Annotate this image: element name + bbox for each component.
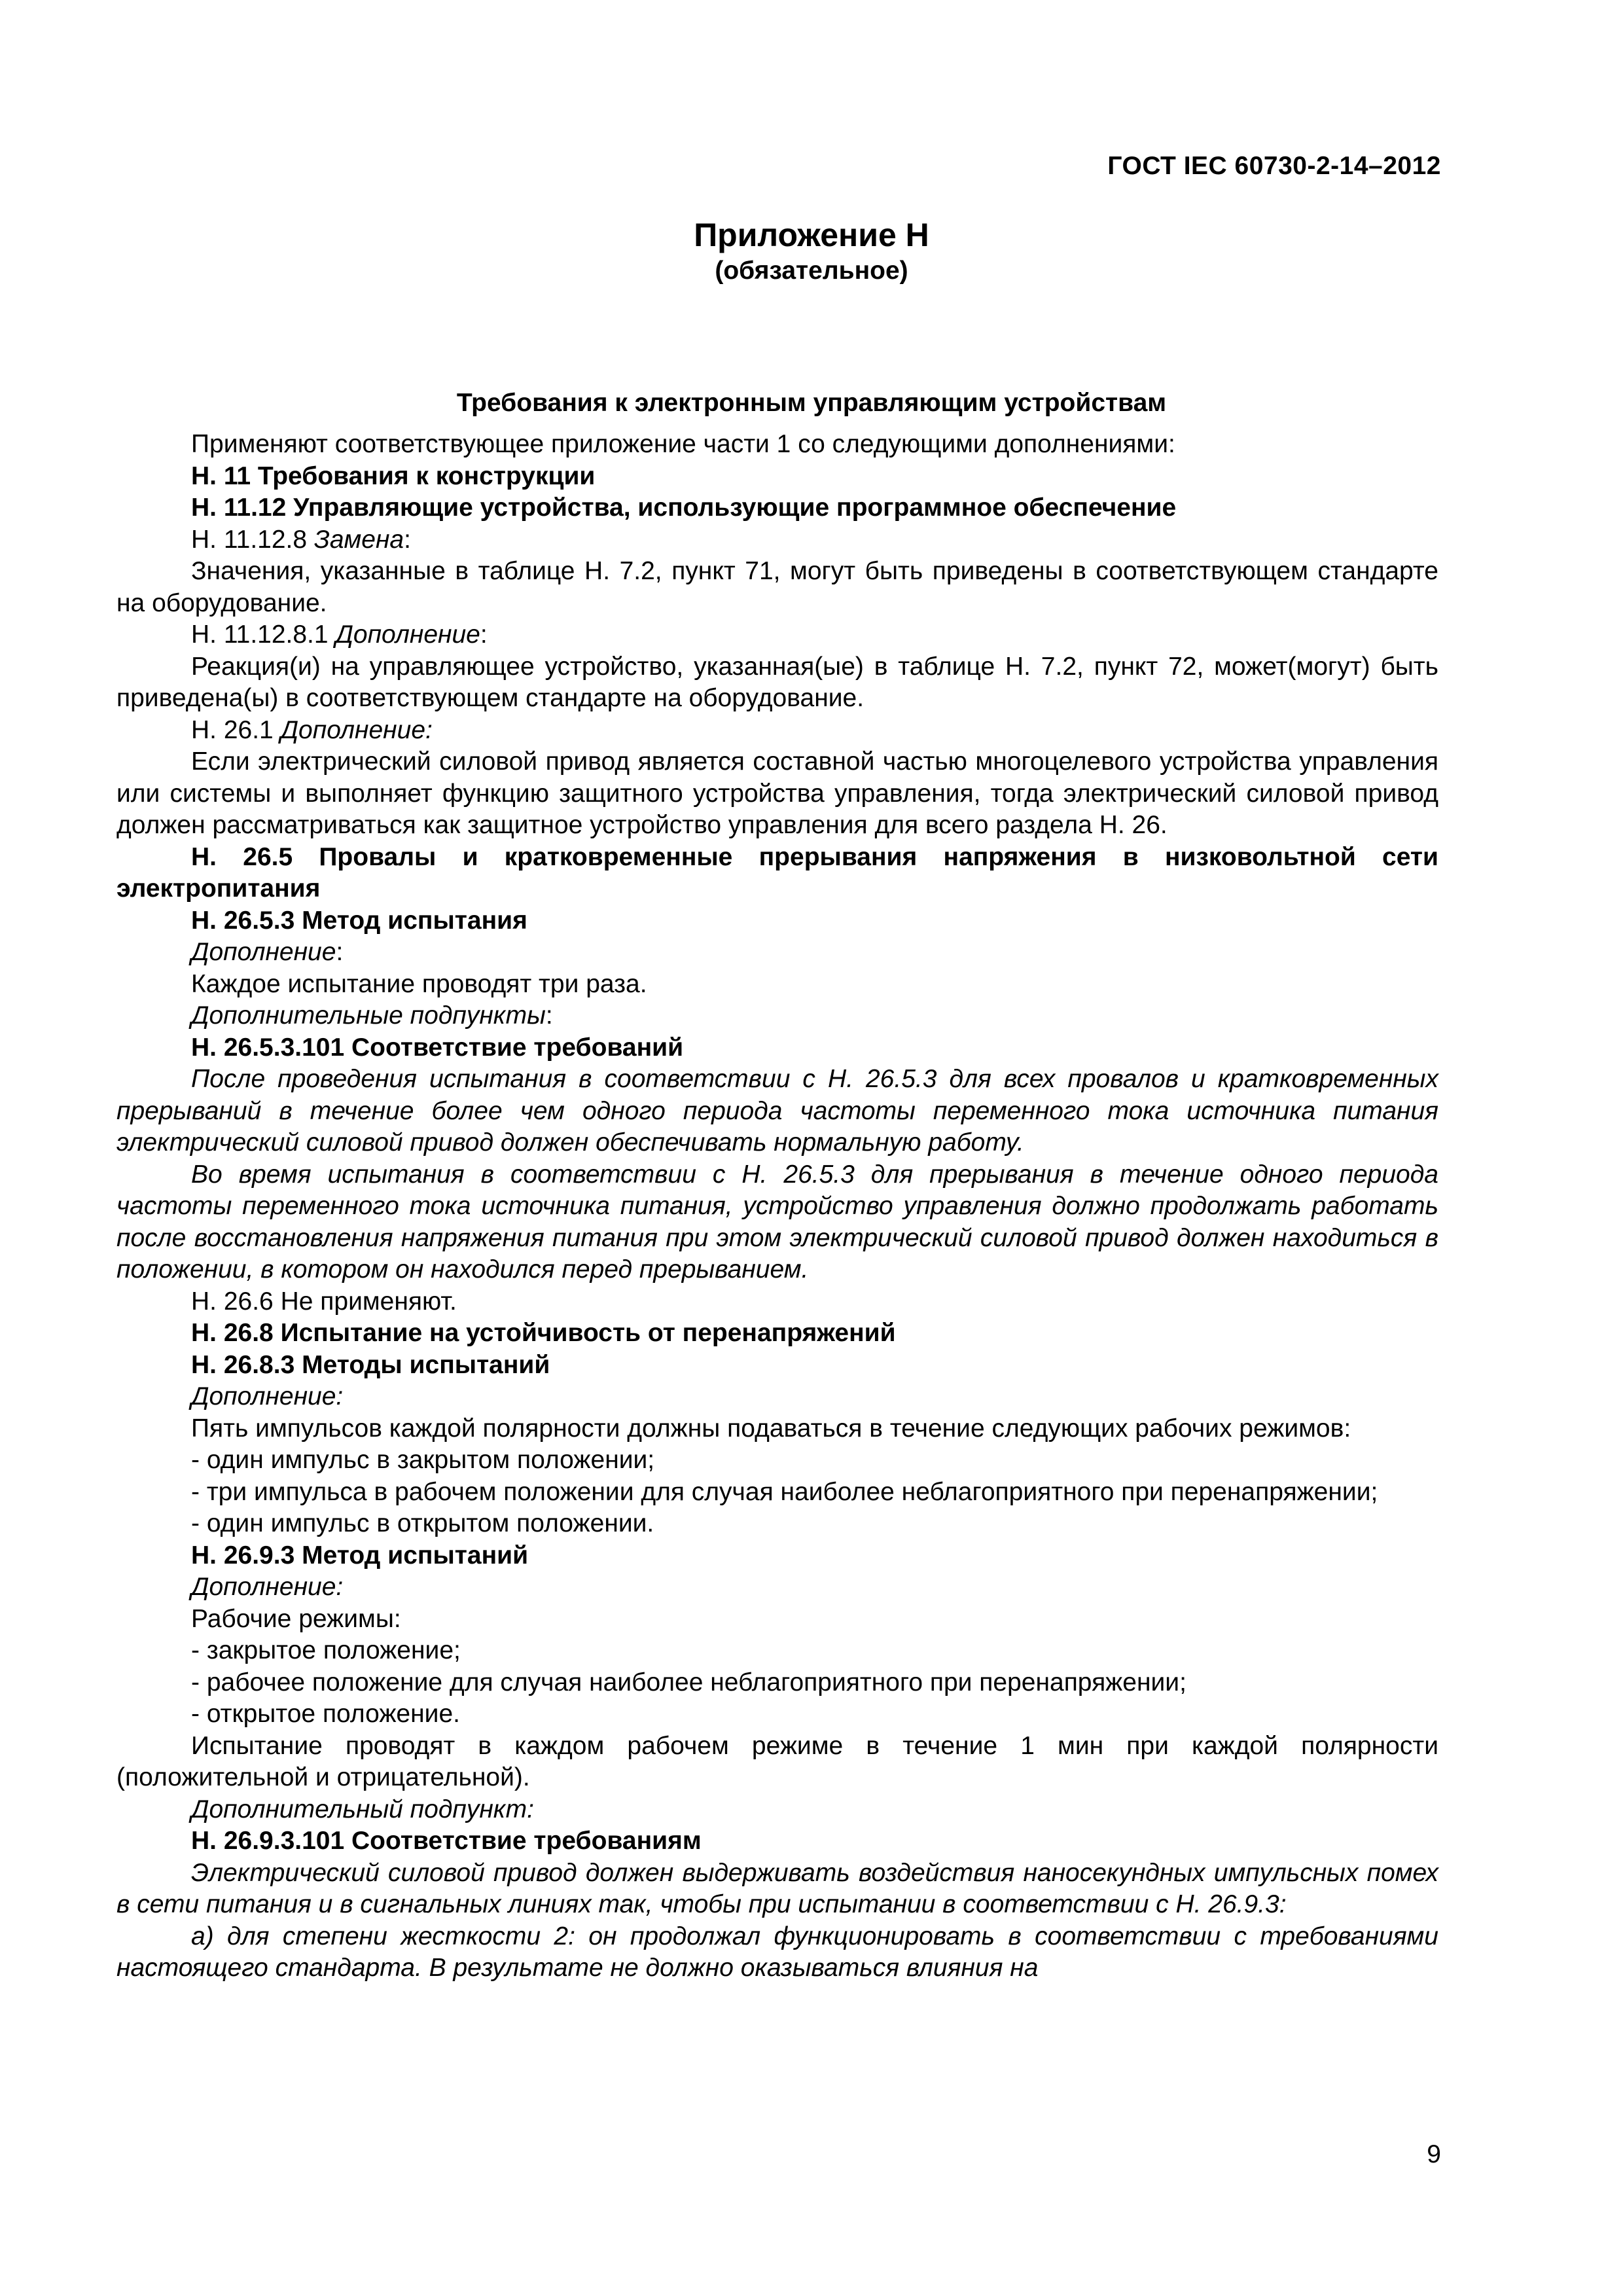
clause-label	[116, 524, 1438, 556]
clause-heading: Н. 11.12 Управляющие устройства, использующие программное обеспечение	[191, 493, 1177, 522]
clause-label-text: Дополнение	[191, 938, 336, 966]
clause-label	[116, 619, 1438, 651]
italic-paragraph: Дополнительный подпункт:	[191, 1795, 534, 1823]
document-id: ГОСТ IEC 60730-2-14–2012	[1107, 152, 1441, 180]
body-paragraph: Значения, указанные в таблице Н. 7.2, пункт 71, могут быть приведены в соответствующем стандарте на оборудование.	[116, 557, 1438, 617]
clause-number: Н. 26.1	[191, 715, 281, 744]
clause-label-text: Дополнительные подпункты	[191, 1001, 546, 1030]
clause-number: Н. 11.12.8.1	[191, 620, 336, 649]
section-title: Требования к электронным управляющим устройствам	[456, 389, 1167, 417]
clause-label-text: Замена	[313, 525, 404, 554]
clause-heading: Н. 26.5 Провалы и кратковременные прерывания напряжения в низковольтной сети электропитания	[116, 842, 1438, 903]
page-number: 9	[1427, 2140, 1441, 2168]
clause-heading: Н. 26.8.3 Методы испытаний	[191, 1350, 550, 1379]
body-paragraph: Каждое испытание проводят три раза.	[191, 969, 647, 998]
annex-status: (обязательное)	[715, 257, 908, 285]
italic-paragraph: Во время испытания в соответствии с Н. 26.5.3 для прерывания в течение одного периода частоты переменного тока источника питания, устройство управления должно продолжать работать после восстановления напряжения питания при этом электрический силовой привод должен находиться в положении, в котором он находился перед прерыванием.	[116, 1160, 1438, 1283]
clause-heading: Н. 11 Требования к конструкции	[191, 461, 596, 490]
italic-paragraph: Дополнение:	[191, 1573, 344, 1601]
clause-label-text: Дополнение:	[280, 715, 433, 744]
clause-number: Н. 11.12.8	[191, 525, 314, 554]
body-paragraph: Н. 26.6 Не применяют.	[191, 1287, 457, 1316]
body-paragraph: Испытание проводят в каждом рабочем режиме в течение 1 мин при каждой полярности (положительной и отрицательной).	[116, 1731, 1438, 1791]
italic-paragraph: а) для степени жесткости 2: он продолжал функционировать в соответствии с требованиями настоящего стандарта. В результате не должно оказываться влияния на	[116, 1922, 1438, 1982]
clause-heading: Н. 26.8 Испытание на устойчивость от перенапряжений	[191, 1319, 896, 1347]
annex-title: Приложение Н	[694, 217, 929, 253]
clause-heading: Н. 26.5.3.101 Соответствие требований	[191, 1033, 684, 1062]
italic-paragraph: Дополнение:	[191, 1382, 344, 1410]
clause-label-tail: :	[545, 1001, 553, 1030]
body-paragraph: - рабочее положение для случая наиболее неблагоприятного при перенапряжении;	[191, 1668, 1186, 1696]
clause-label	[116, 1000, 1438, 1032]
clause-label	[116, 937, 1438, 969]
clause-label-tail: :	[404, 525, 411, 554]
body-paragraph: - один импульс в закрытом положении;	[191, 1446, 655, 1474]
italic-paragraph: После проведения испытания в соответствии с Н. 26.5.3 для всех провалов и кратковременных прерываний в течение более чем одного периода частоты переменного тока источника питания электрический силовой привод должен обеспечивать нормальную работу.	[116, 1065, 1438, 1157]
body-paragraph: - открытое положение.	[191, 1700, 460, 1728]
body-paragraph: - три импульса в рабочем положении для случая наиболее неблагоприятного при перенапряжении;	[191, 1477, 1378, 1506]
clause-label	[116, 715, 1438, 747]
clause-heading: Н. 26.5.3 Метод испытания	[191, 906, 527, 935]
body-paragraph: Если электрический силовой привод является составной частью многоцелевого устройства управления или системы и выполняет функцию защитного устройства управления, тогда электрический силовой привод должен рассматриваться как защитное устройство управления для всего раздела Н. 26.	[116, 747, 1438, 839]
clause-label-tail: :	[480, 620, 488, 649]
clause-heading: Н. 26.9.3 Метод испытаний	[191, 1541, 529, 1570]
body-paragraph: Применяют соответствующее приложение части 1 со следующими дополнениями:	[191, 430, 1175, 458]
document-body	[116, 429, 1438, 1984]
body-paragraph: Реакция(и) на управляющее устройство, указанная(ые) в таблице Н. 7.2, пункт 72, может(могут) быть приведена(ы) в соответствующем стандарте на оборудование.	[116, 652, 1438, 712]
italic-paragraph: Электрический силовой привод должен выдерживать воздействия наносекундных импульсных помех в сети питания и в сигнальных линиях так, чтобы при испытании в соответствии с Н. 26.9.3:	[116, 1858, 1438, 1918]
body-paragraph: Рабочие режимы:	[191, 1604, 401, 1633]
clause-label-tail: :	[336, 938, 344, 966]
body-paragraph: - один импульс в открытом положении.	[191, 1509, 654, 1537]
clause-heading: Н. 26.9.3.101 Соответствие требованиям	[191, 1827, 702, 1855]
body-paragraph: Пять импульсов каждой полярности должны подаваться в течение следующих рабочих режимов:	[191, 1414, 1351, 1443]
clause-label-text: Дополнение	[335, 620, 480, 649]
body-paragraph: - закрытое положение;	[191, 1636, 461, 1664]
